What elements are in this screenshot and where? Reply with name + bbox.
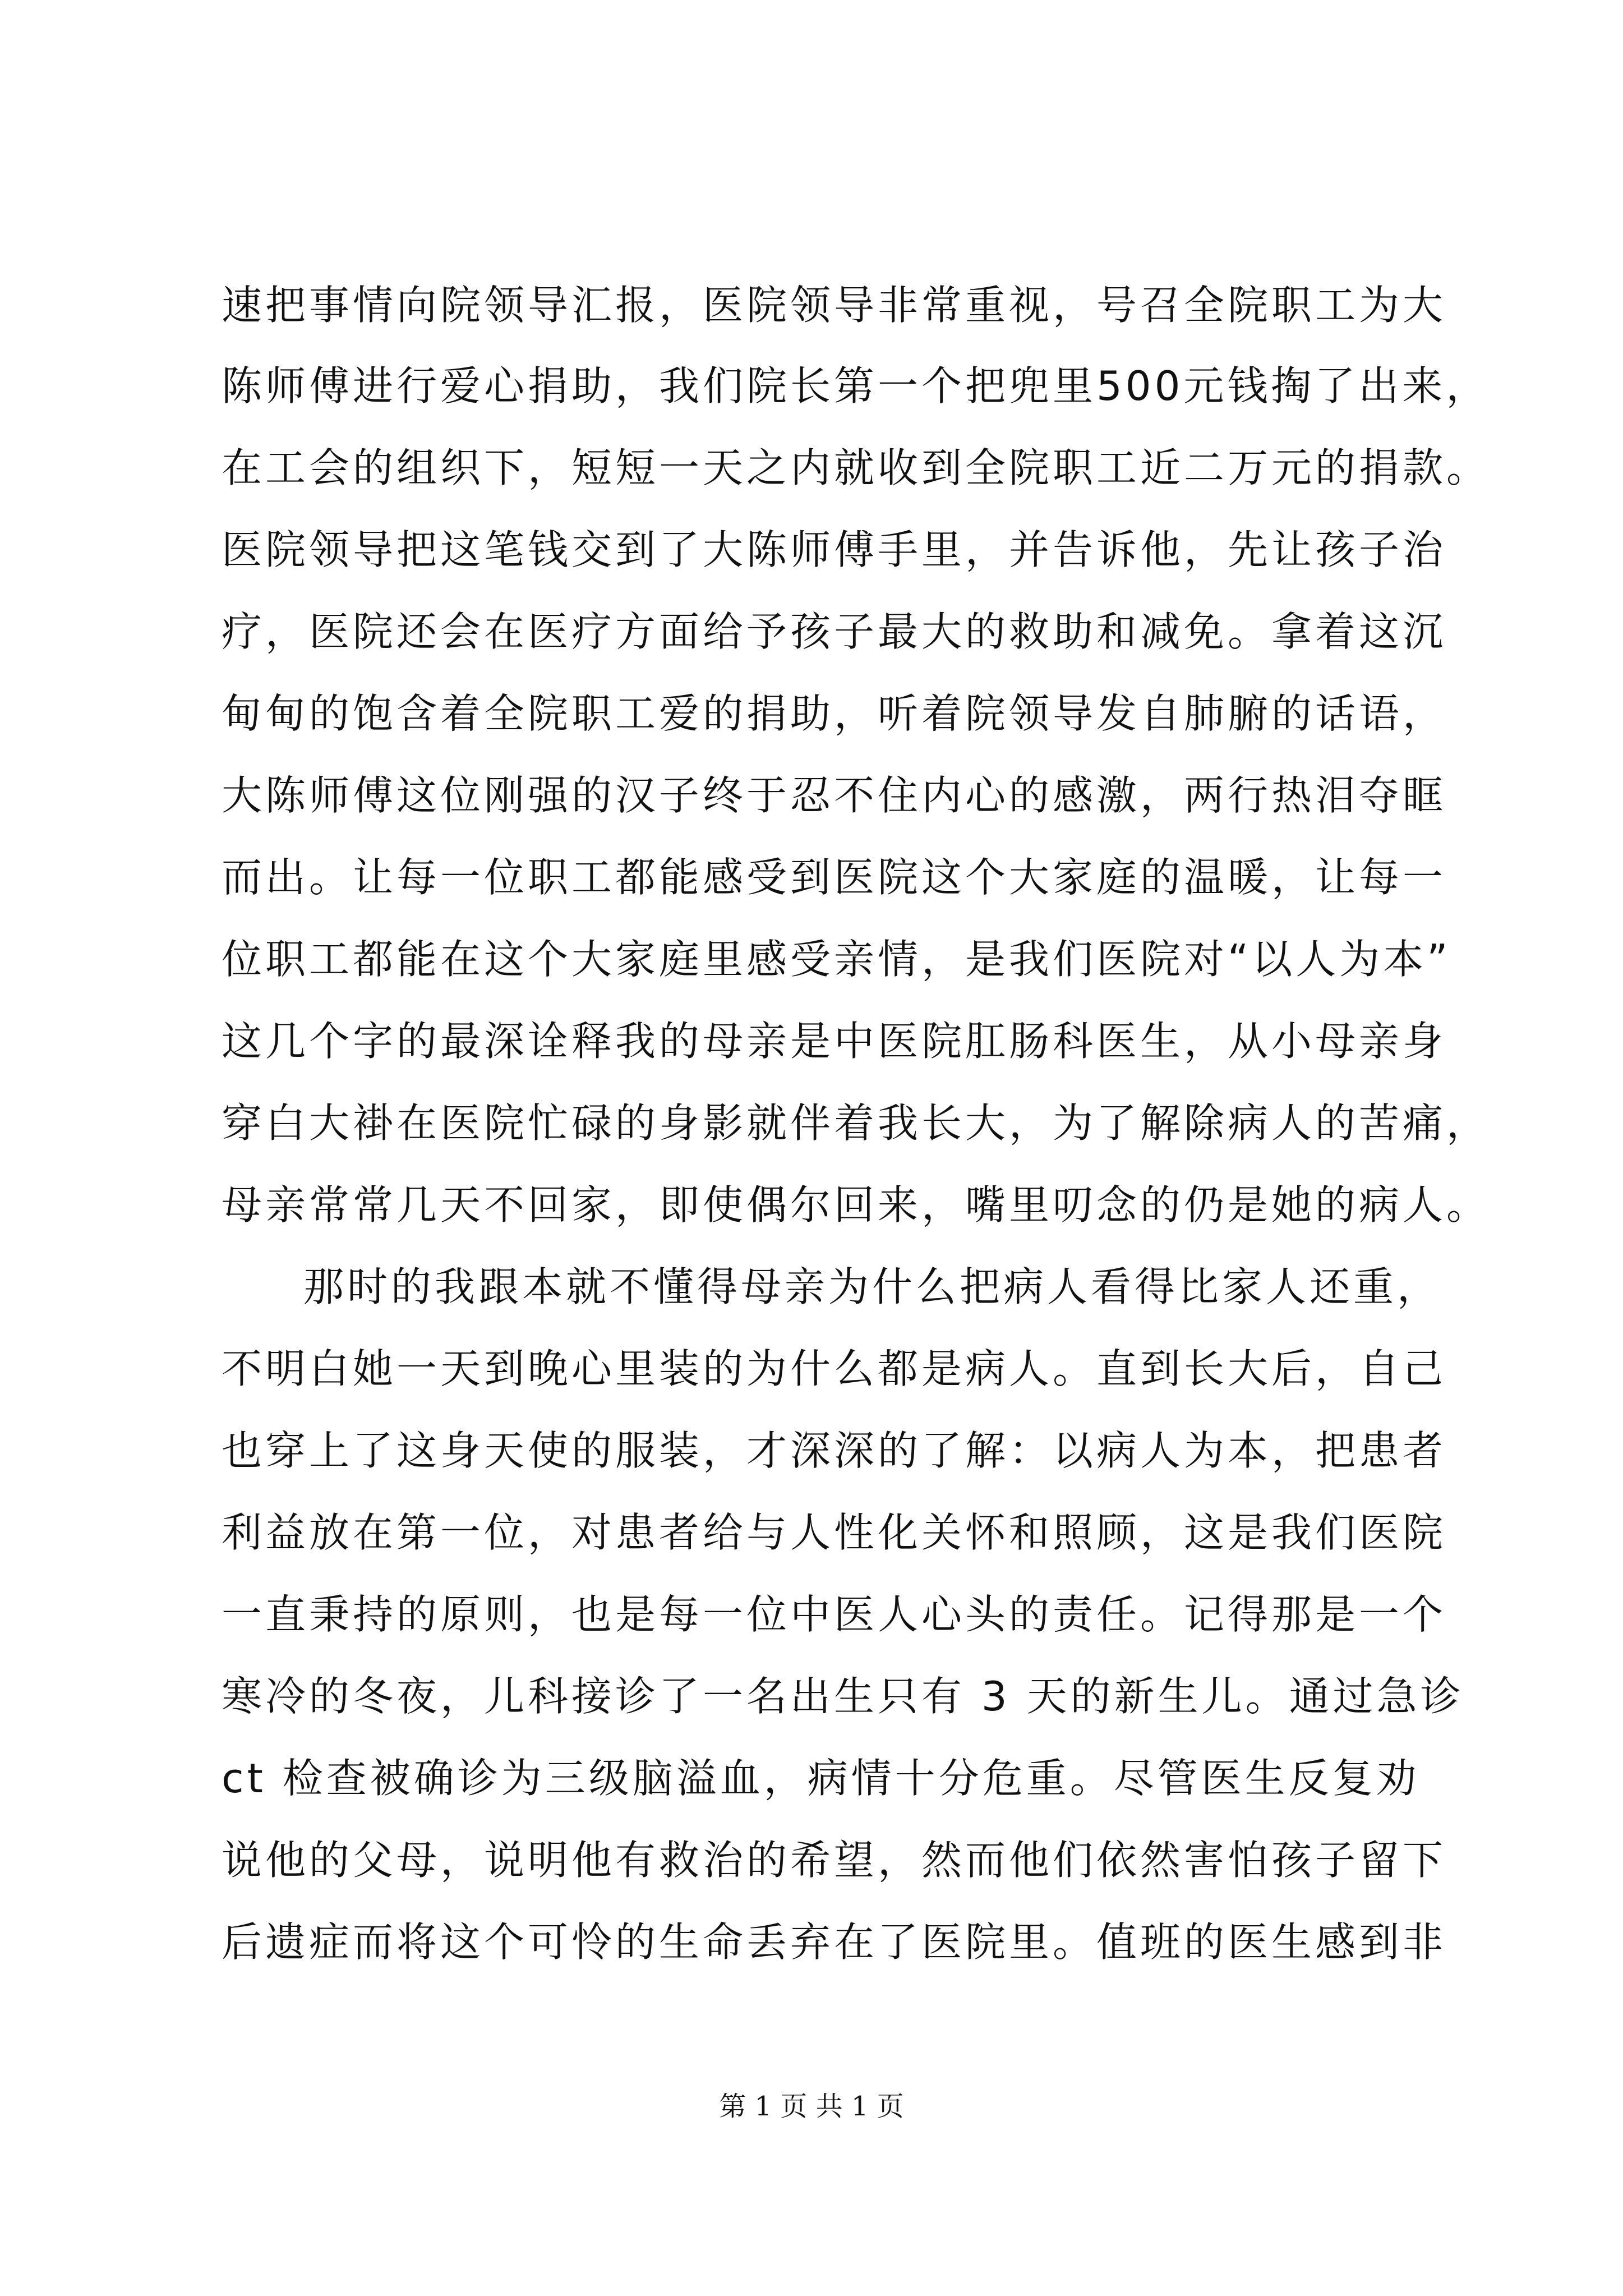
text-line: 位职工都能在这个大家庭里感受亲情，是我们医院对“以人为本” [222, 936, 1451, 983]
text-line: 这几个字的最深诠释我的母亲是中医院肛肠科医生，从小母亲身 [222, 1018, 1447, 1065]
paragraph-first-line: 那时的我跟本就不懂得母亲为什么把病人看得比家人还重， [303, 1263, 1441, 1310]
text-line: 母亲常常几天不回家，即使偶尔回来，嘴里叨念的仍是她的病人。 [222, 1181, 1491, 1228]
text-line: 医院领导把这笔钱交到了大陈师傅手里，并告诉他，先让孩子治 [222, 526, 1447, 573]
text-line: 而出。让每一位职工都能感受到医院这个大家庭的温暖，让每一 [222, 854, 1447, 901]
text-line: 在工会的组织下，短短一天之内就收到全院职工近二万元的捐款。 [222, 444, 1491, 491]
text-line: 疗，医院还会在医疗方面给予孩子最大的救助和减免。拿着这沉 [222, 608, 1447, 655]
text-line: 穿白大褂在医院忙碌的身影就伴着我长大，为了解除病人的苦痛， [222, 1099, 1491, 1147]
text-line: 说他的父母，说明他有救治的希望，然而他们依然害怕孩子留下 [222, 1837, 1447, 1884]
text-line: ct 检查被确诊为三级脑溢血，病情十分危重。尽管医生反复劝 [222, 1755, 1420, 1802]
text-line: 也穿上了这身天使的服装，才深深的了解：以病人为本，把患者 [222, 1427, 1447, 1474]
page-number-footer: 第 1 页 共 1 页 [719, 2091, 904, 2122]
text-line: 甸甸的饱含着全院职工爱的捐助，听着院领导发自肺腑的话语， [222, 690, 1447, 737]
text-line: 后遗症而将这个可怜的生命丢弃在了医院里。值班的医生感到非 [222, 1918, 1447, 1966]
text-line: 陈师傅进行爱心捐助，我们院长第一个把兜里500元钱掏了出来， [222, 362, 1490, 409]
text-line: 不明白她一天到晚心里装的为什么都是病人。直到长大后，自己 [222, 1345, 1447, 1392]
text-line: 一直秉持的原则，也是每一位中医人心头的责任。记得那是一个 [222, 1591, 1447, 1638]
text-line: 寒冷的冬夜，儿科接诊了一名出生只有 3 天的新生儿。通过急诊 [222, 1673, 1464, 1720]
text-line: 大陈师傅这位刚强的汉子终于忍不住内心的感激，两行热泪夺眶 [222, 772, 1447, 819]
text-line: 速把事情向院领导汇报，医院领导非常重视，号召全院职工为大 [222, 282, 1447, 329]
text-line: 利益放在第一位，对患者给与人性化关怀和照顾，这是我们医院 [222, 1509, 1447, 1556]
